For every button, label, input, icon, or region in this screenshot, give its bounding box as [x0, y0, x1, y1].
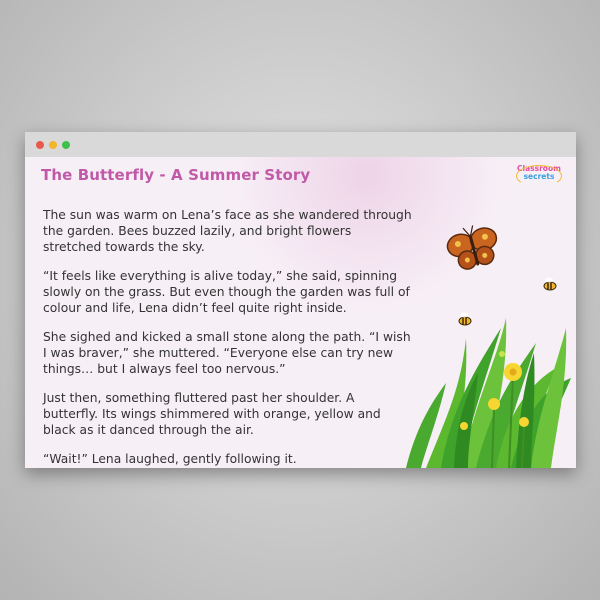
minimize-dot[interactable] [49, 141, 57, 149]
story-paragraph-2: “It feels like everything is alive today,” she said, spinning slowly on the grass. But even though the garden was full of colour and life, Lena didn’t feel quite right inside. [43, 269, 410, 315]
maximize-dot[interactable] [62, 141, 70, 149]
bee-icon [544, 278, 556, 291]
grass-icon [406, 318, 571, 468]
story-paragraph-5: “Wait!” Lena laughed, gently following it. [43, 452, 297, 466]
logo-line1: Classroom [517, 164, 561, 173]
logo-line2: secrets [523, 171, 555, 181]
story-title: The Butterfly - A Summer Story [41, 166, 311, 184]
browser-window [25, 132, 576, 468]
garden-svg [406, 168, 576, 468]
story-paragraph-1: The sun was warm on Lena’s face as she wandered through the garden. Bees buzzed lazily, and bright flowers stretched towards the sky. [43, 208, 412, 254]
bee-icon [459, 313, 471, 326]
garden-illustration [406, 168, 576, 468]
story-paragraph-3: She sighed and kicked a small stone along the path. “I wish I was braver,” she muttered. “Everyone else can try new things… but I always feel too nervous.” [43, 330, 411, 376]
window-titlebar [25, 132, 576, 157]
butterfly-icon [444, 220, 503, 273]
story-text [43, 207, 413, 468]
close-dot[interactable] [36, 141, 44, 149]
slide-content [25, 157, 576, 468]
story-paragraph-4: Just then, something fluttered past her shoulder. A butterfly. Its wings shimmered with orange, yellow and black as it danced through the air. [43, 391, 381, 437]
